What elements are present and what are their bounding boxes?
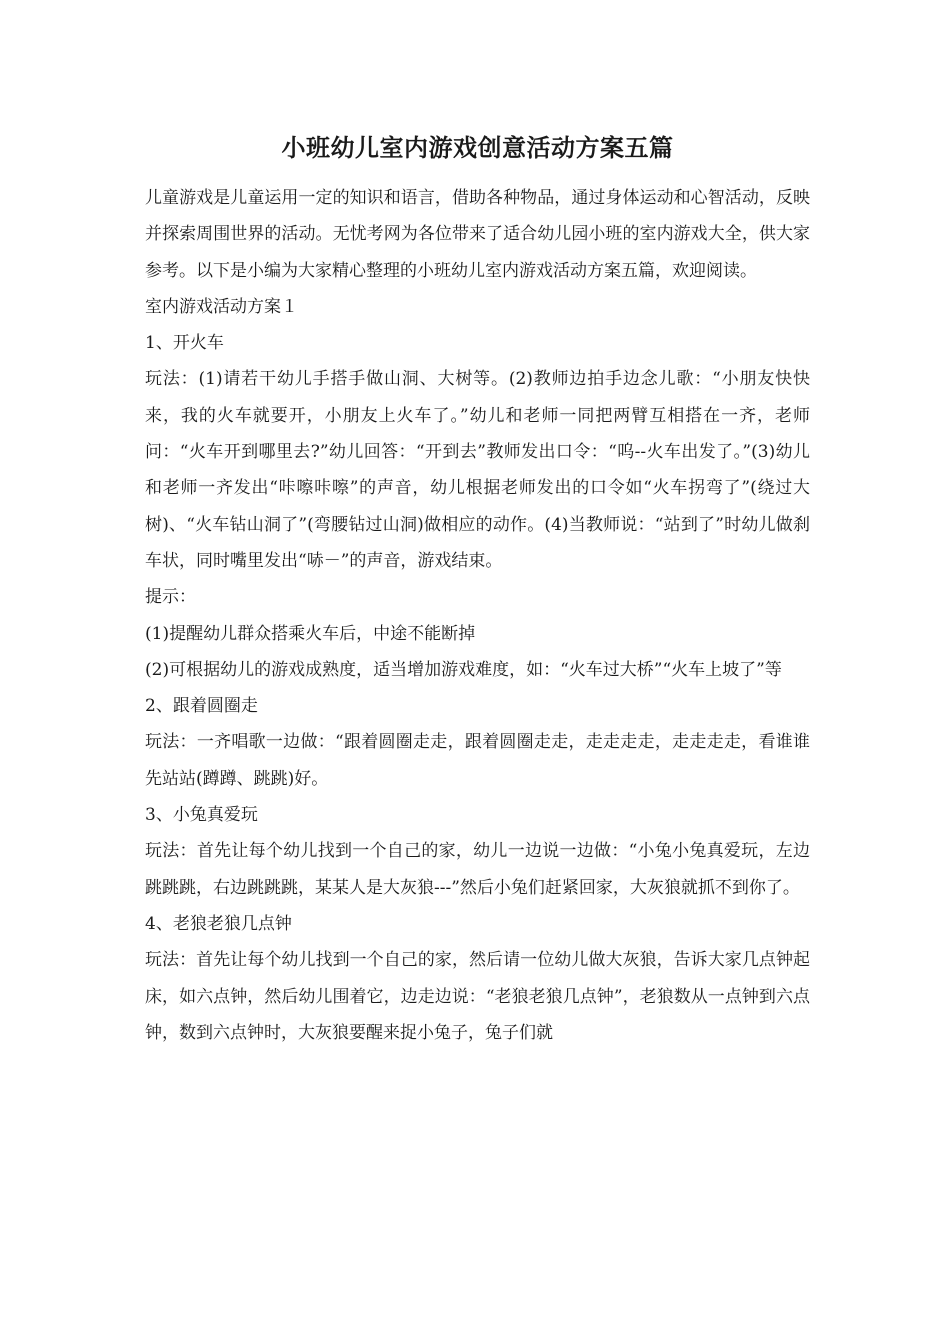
game-rules-4: 玩法：首先让每个幼儿找到一个自己的家，然后请一位幼儿做大灰狼，告诉大家几点钟起床，如六点钟，然后幼儿围着它，边走边说：“老狼老狼几点钟”，老狼数从一点钟到六点钟，数到六点钟时，大灰狼要醒来捉小兔子，兔子们就 (145, 950, 810, 1043)
tips-heading: 提示： (145, 587, 196, 608)
game-heading-3: 3、小兔真爱玩 (145, 805, 258, 826)
intro-paragraph: 儿童游戏是儿童运用一定的知识和语言，借助各种物品，通过身体运动和心智活动，反映并探索周围世界的活动。无忧考网为各位带来了适合幼儿园小班的室内游戏大全，供大家参考。以下是小编为大家精心整理的小班幼儿室内游戏活动方案五篇，欢迎阅读。 (145, 188, 810, 281)
game-rules-2: 玩法：一齐唱歌一边做：“跟着圆圈走走，跟着圆圈走走，走走走走，走走走走，看谁谁先站站(蹲蹲、跳跳)好。 (145, 732, 810, 789)
tip-item-1: (1)提醒幼儿群众搭乘火车后，中途不能断掉 (145, 623, 476, 644)
document-title: 小班幼儿室内游戏创意活动方案五篇 (281, 133, 674, 162)
document-page (145, 128, 810, 1051)
tip-item-2: (2)可根据幼儿的游戏成熟度，适当增加游戏难度，如：“火车过大桥”“火车上坡了”等 (145, 659, 782, 680)
game-rules-1: 玩法：(1)请若干幼儿手搭手做山洞、大树等。(2)教师边拍手边念儿歌：“小朋友快快来，我的火车就要开，小朋友上火车了。”幼儿和老师一同把两臂互相搭在一齐，老师问：“火车开到哪里去?”幼儿回答：“开到去”教师发出口令：“呜--火车出发了。”(3)幼儿和老师一齐发出“咔嚓咔嚓”的声音，幼儿根据老师发出的口令如“火车拐弯了”(绕过大树)、“火车钻山洞了”(弯腰钻过山洞)做相应的动作。(4)当教师说：“站到了”时幼儿做刹车状，同时嘴里发出“哧－”的声音，游戏结束。 (145, 369, 810, 571)
game-heading-2: 2、跟着圆圈走 (145, 696, 258, 717)
game-heading-4: 4、老狼老狼几点钟 (145, 913, 292, 934)
section-heading: 室内游戏活动方案１ (145, 296, 298, 317)
game-heading-1: 1、开火车 (145, 333, 224, 354)
game-rules-3: 玩法：首先让每个幼儿找到一个自己的家，幼儿一边说一边做：“小兔小兔真爱玩，左边跳跳跳，右边跳跳跳，某某人是大灰狼---”然后小兔们赶紧回家，大灰狼就抓不到你了。 (145, 841, 810, 898)
